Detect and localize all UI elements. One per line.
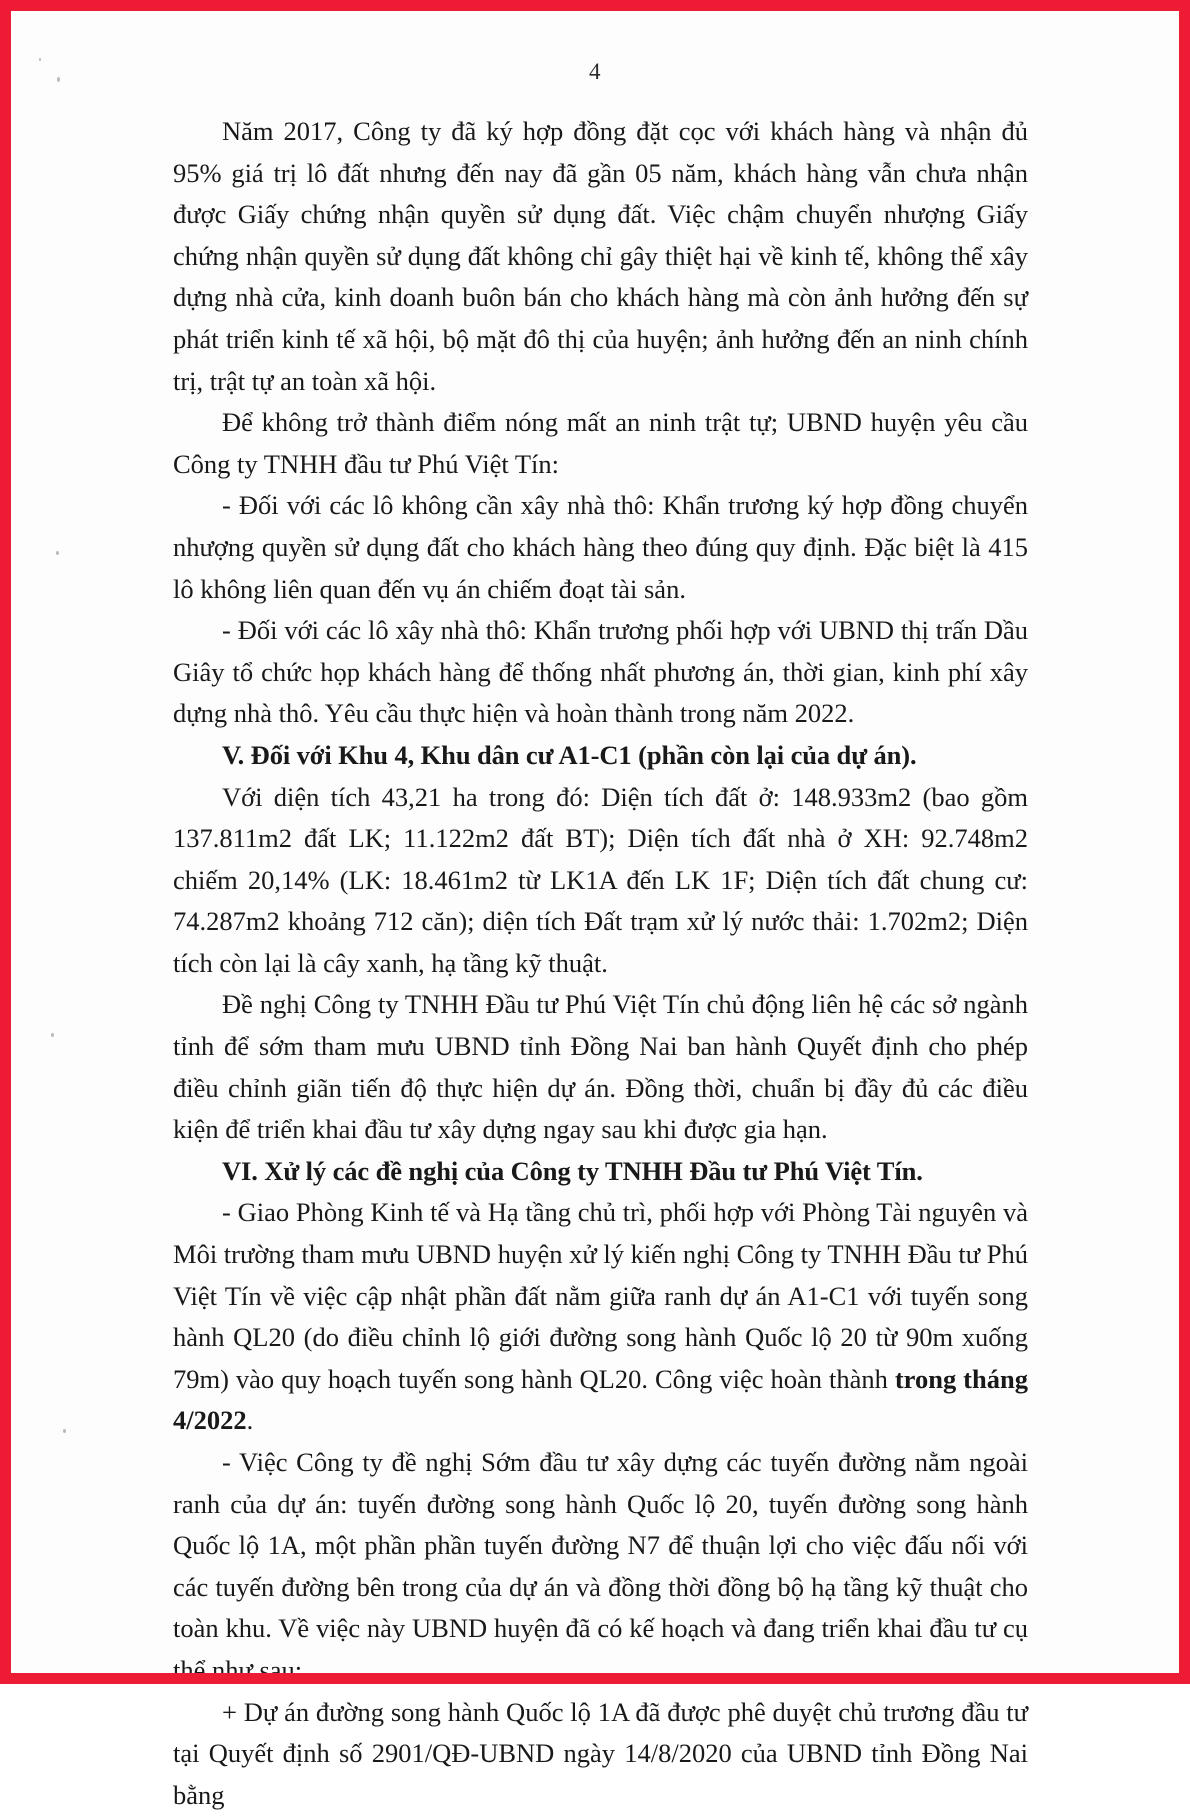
paragraph-9	[173, 1192, 1028, 1442]
paragraph-7: Đề nghị Công ty TNHH Đầu tư Phú Việt Tín chủ động liên hệ các sở ngành tỉnh để sớm tham mưu UBND tỉnh Đồng Nai ban hành Quyết định cho phép điều chỉnh giãn tiến độ thực hiện dự án. Đồng thời, chuẩn bị đầy đủ các điều kiện để triển khai đầu tư xây dựng ngay sau khi được gia hạn.	[173, 989, 1028, 1145]
paragraph-2: Để không trở thành điểm nóng mất an ninh trật tự; UBND huyện yêu cầu Công ty TNHH đầu tư Phú Việt Tín:	[173, 407, 1028, 479]
paragraph-4: - Đối với các lô xây nhà thô: Khẩn trương phối hợp với UBND thị trấn Dầu Giây tổ chức họp khách hàng để thống nhất phương án, thời gian, kinh phí xây dựng nhà thô. Yêu cầu thực hiện và hoàn thành trong năm 2022.	[173, 615, 1028, 729]
scan-speck	[56, 551, 59, 555]
page-number: 4	[589, 59, 601, 84]
scan-speck	[51, 1033, 54, 1037]
scan-speck	[39, 58, 41, 61]
paragraph-9-bold-deadline: trong tháng 4/2022	[173, 1363, 1028, 1436]
paragraph-10: - Việc Công ty đề nghị Sớm đầu tư xây dựng các tuyến đường nằm ngoài ranh của dự án: tuyến đường song hành Quốc lộ 20, tuyến đường song hành Quốc lộ 1A, một phần phần tuyến đường N7 để thuận lợi cho việc đấu nối với các tuyến đường bên trong của dự án và đồng thời đồng bộ hạ tầng kỹ thuật cho toàn khu. Về việc này UBND huyện đã có kế hoạch và đang triển khai đầu tư cụ thể như sau:	[173, 1447, 1028, 1685]
scan-speck	[63, 1429, 66, 1433]
section-heading-v: V. Đối với Khu 4, Khu dân cư A1-C1 (phần còn lại của dự án).	[222, 739, 917, 770]
paragraph-3: - Đối với các lô không cần xây nhà thô: Khẩn trương ký hợp đồng chuyển nhượng quyền sử dụng đất cho khách hàng theo đúng quy định. Đặc biệt là 415 lô không liên quan đến vụ án chiếm đoạt tài sản.	[173, 490, 1028, 604]
paragraph-9-text-after-bold: .	[246, 1405, 254, 1436]
section-heading-vi: VI. Xử lý các đề nghị của Công ty TNHH Đầu tư Phú Việt Tín.	[222, 1155, 923, 1186]
scan-speck	[57, 77, 60, 82]
paragraph-6: Với diện tích 43,21 ha trong đó: Diện tích đất ở: 148.933m2 (bao gồm 137.811m2 đất LK; 11.122m2 đất BT); Diện tích đất nhà ở XH: 92.748m2 chiếm 20,14% (LK: 18.461m2 từ LK1A đến LK 1F; Diện tích đất chung cư: 74.287m2 khoảng 712 căn); diện tích Đất trạm xử lý nước thải: 1.702m2; Diện tích còn lại là cây xanh, hạ tầng kỹ thuật.	[173, 781, 1028, 978]
document-page	[11, 11, 1179, 1810]
paragraph-9-text-before-bold: - Giao Phòng Kinh tế và Hạ tầng chủ trì, phối hợp với Phòng Tài nguyên và Môi trường tham mưu UBND huyện xử lý kiến nghị Công ty TNHH Đầu tư Phú Việt Tín về việc cập nhật phần đất nằm giữa ranh dự án A1-C1 với tuyến song hành QL20 (do điều chỉnh lộ giới đường song hành Quốc lộ 20 từ 90m xuống 79m) vào quy hoạch tuyến song hành QL20. Công việc hoàn thành	[173, 1197, 1028, 1394]
document-body	[173, 111, 1028, 1816]
paragraph-11: + Dự án đường song hành Quốc lộ 1A đã được phê duyệt chủ trương đầu tư tại Quyết định số 2901/QĐ-UBND ngày 14/8/2020 của UBND tỉnh Đồng Nai bằng	[173, 1696, 1028, 1810]
paragraph-1: Năm 2017, Công ty đã ký hợp đồng đặt cọc với khách hàng và nhận đủ 95% giá trị lô đất nhưng đến nay đã gần 05 năm, khách hàng vẫn chưa nhận được Giấy chứng nhận quyền sử dụng đất. Việc chậm chuyển nhượng Giấy chứng nhận quyền sử dụng đất không chỉ gây thiệt hại về kinh tế, không thể xây dựng nhà cửa, kinh doanh buôn bán cho khách hàng mà còn ảnh hưởng đến sự phát triển kinh tế xã hội, bộ mặt đô thị của huyện; ảnh hưởng đến an ninh chính trị, trật tự an toàn xã hội.	[173, 116, 1028, 396]
